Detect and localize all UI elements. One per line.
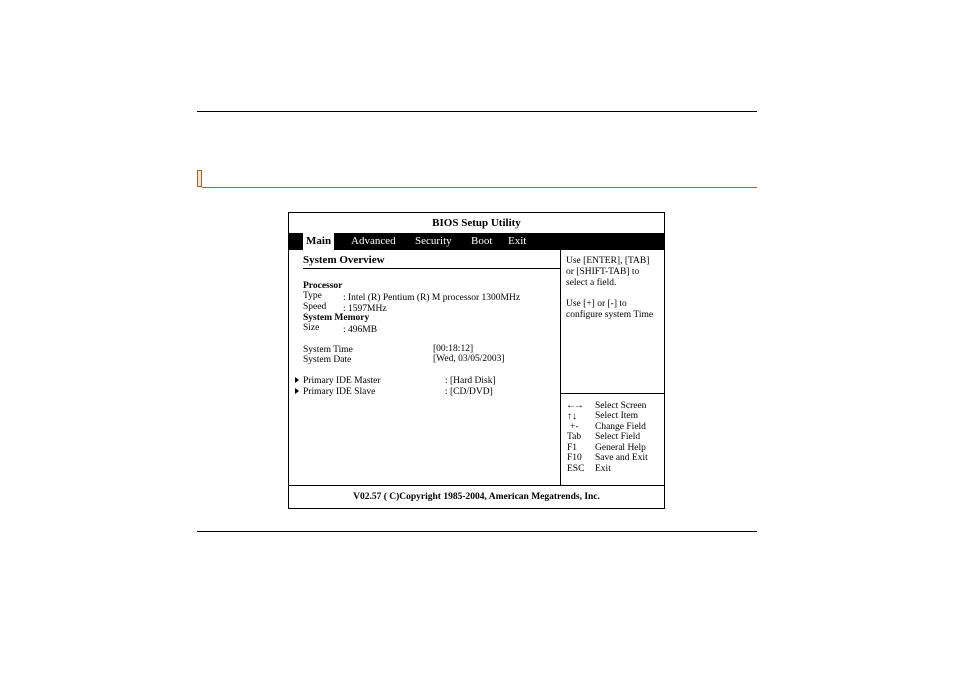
help-line: select a field. (566, 278, 617, 288)
section-marker (197, 170, 202, 187)
bios-screen (288, 212, 665, 509)
menu-advanced[interactable]: Advanced (351, 235, 396, 247)
primary-ide-master-item[interactable]: Primary IDE Master (303, 376, 381, 386)
key-f10: F10 (567, 453, 582, 463)
key-desc-change-field: Change Field (595, 422, 646, 432)
section-header-bar (197, 170, 757, 188)
processor-speed-value: : 1597MHz (343, 304, 387, 314)
processor-type-label: Type (303, 291, 322, 301)
key-desc-general-help: General Help (595, 443, 646, 453)
processor-type-value: : Intel (R) Pentium (R) M processor 1300MHz (343, 293, 521, 303)
primary-ide-slave-value: : [CD/DVD] (445, 387, 493, 397)
help-line: Use [+] or [-] to (566, 299, 627, 309)
system-date-field[interactable]: [Wed, 03/05/2003] (433, 354, 505, 364)
bios-main-pane (289, 250, 561, 485)
key-f1: F1 (567, 443, 578, 453)
key-desc-exit: Exit (595, 464, 611, 474)
menu-main[interactable]: Main (303, 233, 334, 250)
submenu-arrow-icon (295, 377, 299, 383)
primary-ide-master-value: : [Hard Disk] (445, 376, 496, 386)
bios-help-pane (561, 250, 664, 485)
processor-speed-label: Speed (303, 302, 327, 312)
bios-footer-copyright: V02.57 ( C)Copyright 1985-2004, American Megatrends, Inc. (289, 485, 664, 509)
key-tab: Tab (567, 432, 582, 442)
primary-ide-slave-item[interactable]: Primary IDE Slave (303, 387, 376, 397)
system-time-field[interactable]: [00:18:12] (433, 344, 474, 354)
menu-exit[interactable]: Exit (508, 235, 527, 247)
submenu-arrow-icon (295, 388, 299, 394)
key-esc: ESC (567, 464, 585, 474)
help-line: configure system Time (566, 310, 654, 320)
bios-menubar (289, 233, 664, 250)
key-desc-save-exit: Save and Exit (595, 453, 648, 463)
overview-divider (303, 268, 560, 269)
left-right-arrows-icon: ←→ (566, 400, 582, 411)
key-desc-select-screen: Select Screen (595, 401, 647, 411)
page-top-rule (197, 111, 757, 112)
up-down-arrows-icon: ↑↓ (567, 411, 577, 422)
memory-size-label: Size (303, 323, 320, 333)
bios-title: BIOS Setup Utility (432, 217, 521, 229)
section-line (202, 187, 757, 188)
menu-security[interactable]: Security (415, 235, 452, 247)
system-overview-title: System Overview (303, 254, 385, 266)
key-desc-select-field: Select Field (595, 432, 641, 442)
help-line: or [SHIFT-TAB] to (566, 267, 640, 277)
processor-heading: Processor (303, 281, 343, 291)
help-line: Use [ENTER], [TAB] (566, 256, 650, 266)
system-date-label: System Date (303, 355, 352, 365)
memory-size-value: : 496MB (343, 325, 378, 335)
key-plus-minus: +- (570, 422, 579, 432)
key-desc-select-item: Select Item (595, 411, 638, 421)
page-bottom-rule (197, 531, 757, 532)
system-time-label: System Time (303, 345, 353, 355)
menu-boot[interactable]: Boot (471, 235, 493, 247)
system-memory-heading: System Memory (303, 313, 370, 323)
help-divider (561, 393, 664, 394)
